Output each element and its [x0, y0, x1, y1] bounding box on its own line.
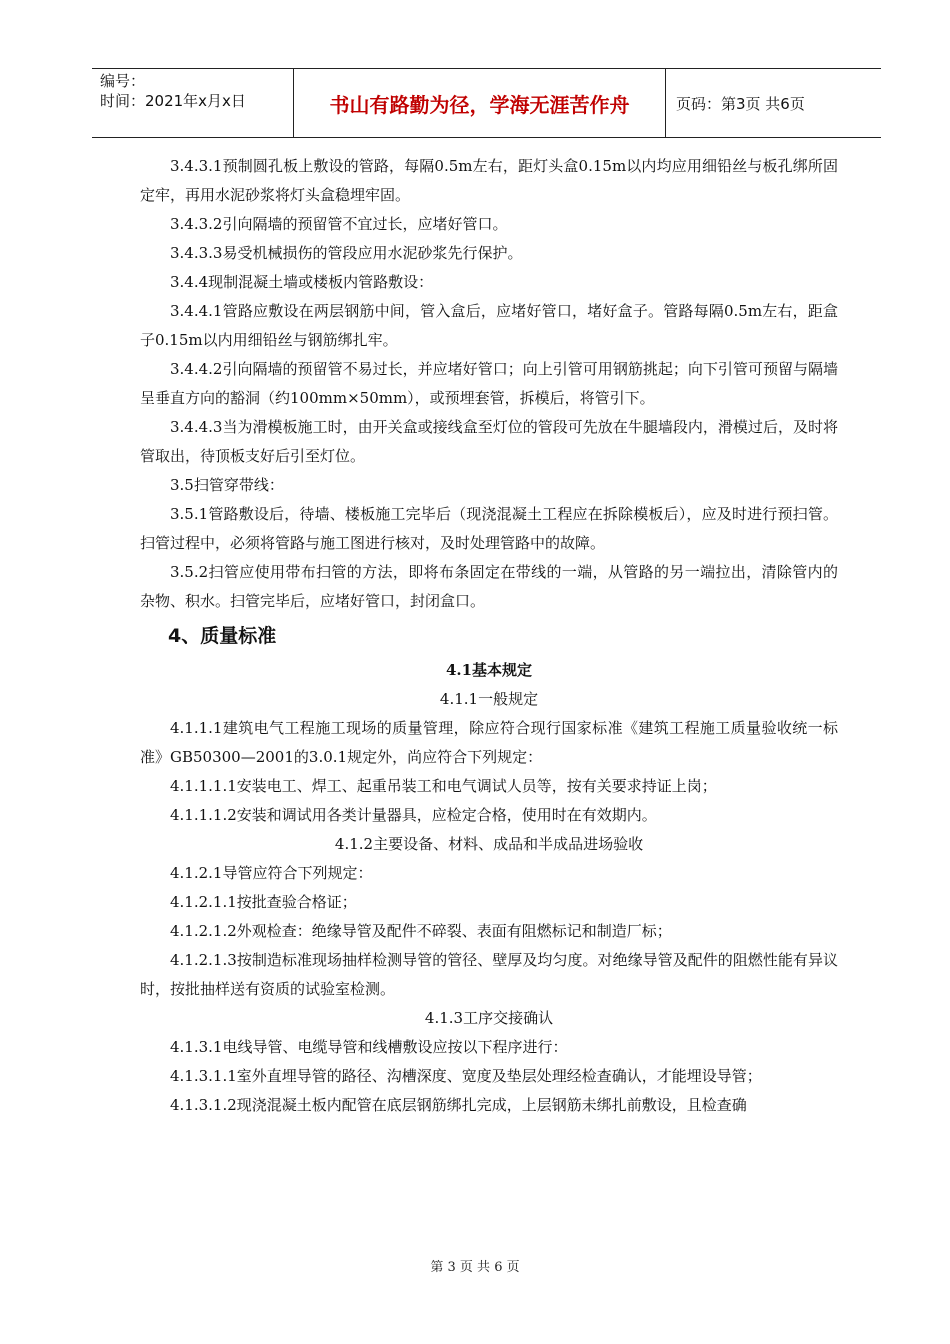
- paragraph: 3.4.3.3易受机械损伤的管段应用水泥砂浆先行保护。: [170, 244, 523, 262]
- paragraph: 4.1.1.1建筑电气工程施工现场的质量管理，除应符合现行国家标准《建筑工程施工质量验收统一标准》GB50300—2001的3.0.1规定外，尚应符合下列规定：: [140, 719, 838, 766]
- paragraph: 4.1.2.1导管应符合下列规定：: [170, 864, 373, 882]
- section-heading: 4、质量标准: [168, 625, 277, 647]
- paragraph: 3.4.4现制混凝土墙或楼板内管路敷设：: [170, 273, 434, 291]
- header-motto: 书山有路勤为径，学海无涯苦作舟: [294, 69, 666, 137]
- paragraph: 3.4.3.2引向隔墙的预留管不宜过长，应堵好管口。: [170, 215, 508, 233]
- paragraph: 3.5.2扫管应使用带布扫管的方法，即将布条固定在带线的一端，从管路的另一端拉出，清除管内的杂物、积水。扫管完毕后，应堵好管口，封闭盒口。: [140, 563, 838, 610]
- paragraph: 3.4.4.1管路应敷设在两层钢筋中间，管入盒后，应堵好管口，堵好盒子。管路每隔0.5m左右，距盒子0.15m以内用细铅丝与钢筋绑扎牢。: [140, 302, 838, 349]
- subsection-heading: 4.1基本规定: [445, 661, 533, 679]
- paragraph: 3.4.4.3当为滑模板施工时，由开关盒或接线盒至灯位的管段可先放在牛腿墙段内，滑模过后，及时将管取出，待顶板支好后引至灯位。: [140, 418, 838, 465]
- subsection-heading: 4.1.3工序交接确认: [424, 1009, 554, 1027]
- document-body: [140, 152, 838, 1120]
- subsection-heading: 4.1.1一般规定: [439, 690, 539, 708]
- paragraph: 4.1.3.1.1室外直埋导管的路径、沟槽深度、宽度及垫层处理经检查确认，才能埋设导管；: [170, 1067, 762, 1085]
- paragraph: 4.1.2.1.3按制造标准现场抽样检测导管的管径、壁厚及均匀度。对绝缘导管及配件的阻燃性能有异议时，按批抽样送有资质的试验室检测。: [140, 951, 838, 998]
- number-label: 编号：: [100, 72, 146, 90]
- page-header: [92, 68, 881, 138]
- paragraph: 3.5扫管穿带线：: [170, 476, 284, 494]
- paragraph: 4.1.1.1.1安装电工、焊工、起重吊装工和电气调试人员等，按有关要求持证上岗；: [170, 777, 717, 795]
- time-label: 时间：2021年x月x日: [100, 92, 246, 110]
- header-page-label: 页码：第3页 共6页: [676, 94, 805, 113]
- subsection-heading: 4.1.2主要设备、材料、成品和半成品进场验收: [334, 835, 644, 853]
- paragraph: 4.1.2.1.2外观检查：绝缘导管及配件不碎裂、表面有阻燃标记和制造厂标；: [170, 922, 672, 940]
- header-meta: [92, 69, 294, 137]
- paragraph: 3.4.4.2引向隔墙的预留管不易过长，并应堵好管口；向上引管可用钢筋挑起；向下引管可预留与隔墙呈垂直方向的豁洞（约100mm×50mm），或预埋套管，拆模后，将管引下。: [140, 360, 838, 407]
- paragraph: 4.1.3.1.2现浇混凝土板内配管在底层钢筋绑扎完成，上层钢筋未绑扎前敷设，且检查确: [170, 1096, 747, 1114]
- paragraph: 3.5.1管路敷设后，待墙、楼板施工完毕后（现浇混凝土工程应在拆除模板后），应及时进行预扫管。扫管过程中，必须将管路与施工图进行核对，及时处理管路中的故障。: [140, 505, 838, 552]
- paragraph: 3.4.3.1预制圆孔板上敷设的管路，每隔0.5m左右，距灯头盒0.15m以内均应用细铅丝与板孔绑所固定牢，再用水泥砂浆将灯头盒稳埋牢固。: [140, 157, 838, 204]
- paragraph: 4.1.2.1.1按批查验合格证；: [170, 893, 357, 911]
- page-footer: 第 3 页 共 6 页: [430, 1260, 520, 1275]
- paragraph: 4.1.3.1电线导管、电缆导管和线槽敷设应按以下程序进行：: [170, 1038, 568, 1056]
- paragraph: 4.1.1.1.2安装和调试用各类计量器具，应检定合格，使用时在有效期内。: [170, 806, 657, 824]
